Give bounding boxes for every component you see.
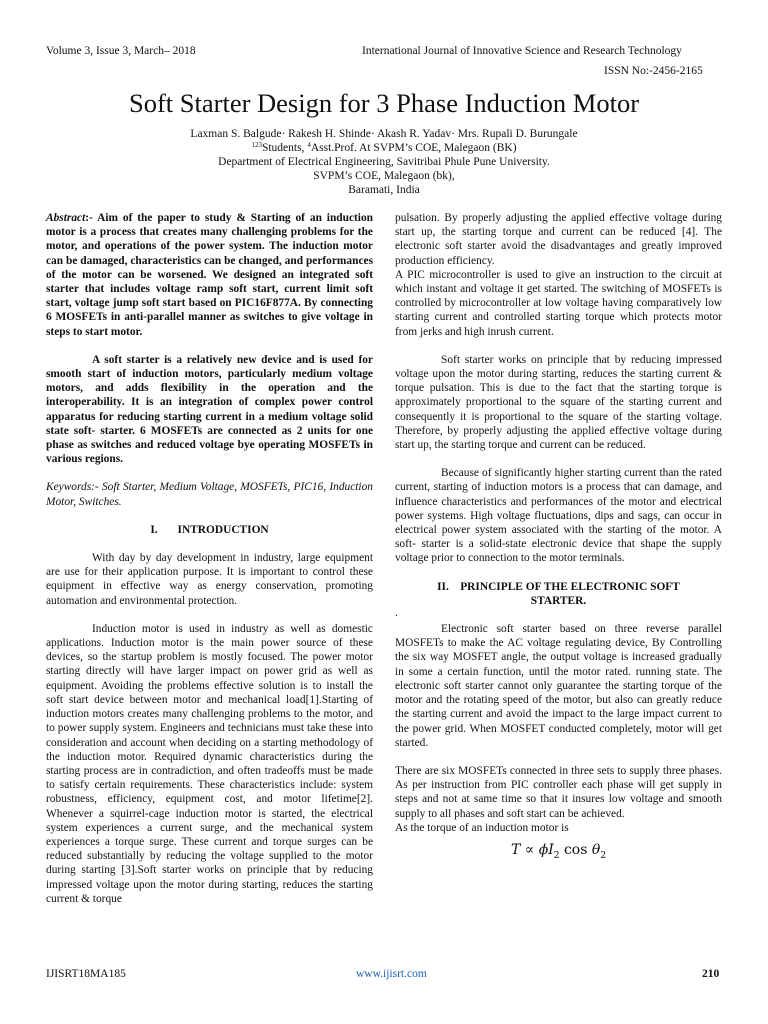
affiliation-sup-prof: 4 [307,141,311,149]
volume-info: Volume 3, Issue 3, March– 2018 [46,45,196,57]
right-column [395,211,722,863]
right-paragraph-4: Because of significantly higher starting current than the rated current, starting of induction motors is a process that can damage, and influence characteristics and performances of the motor and electrical power systems. High voltage fluctuations, dips and sags, can occur in electrical power system associated with the starting of the motor. A soft- starter is a solid-state electronic device that shape the supply voltage prior to connection to the motor terminals. [395,467,722,565]
eq-i: I [548,841,554,858]
keywords: Keywords:- Soft Starter, Medium Voltage, MOSFETs, PIC16, Induction Motor, Switches. [46,481,373,508]
right-paragraph-2: A PIC microcontroller is used to give an instruction to the circuit at which instant and voltage it get started. The switching of MOSFETs is controlled by microcontroller at low voltage having comparatively low starting current and controlled starting torque which protects motor from jerks and high inrush current. [395,268,722,338]
affiliation-students: Students, [261,142,308,154]
department: Department of Electrical Engineering, Savitribai Phule Pune University. [218,156,550,168]
principle-paragraph-2: There are six MOSFETs connected in three sets to supply three phases. As per instruction from PIC controller each phase will get supply in steps and not at same time so that it insures low voltage and smooth supply to all phases and soft start can be achieved. [395,764,722,820]
stray-dot: . [395,607,398,620]
left-column [46,211,373,906]
intro-paragraph-1: With day by day development in industry, large equipment are use for their application purpose. It is important to control these equipment in effective way as energy conservation, promoting automation and environmental protection. [46,552,373,607]
eq-phi: ϕ [538,841,549,858]
principle-paragraph-1: Electronic soft starter based on three reverse parallel MOSFETs to make the AC voltage regulating device, By Controlling the six way MOSFET angle, the output voltage is increased gradually in some a certain function, until the motor rated. running state. The electronic soft starter cannot only guarantee the starting torque of the motor and the rotating speed of the motor, but also can greatly reduce the starting current and avoid the impact to the large impact current to the power grid. When MOSFET conducted completely, motor will get started. [395,623,722,749]
city: Baramati, India [348,184,420,196]
intro-paragraph-2: Induction motor is used in industry as well as domestic applications. Induction motor is the main power source of these devices, so the startup problem is mostly focused. The power motor starting directly will have larger impact on power grid as well as equipment. Avoiding the problems effective solution is to install the soft start device between motor and mechanical load[1].Starting of induction motors creates many challenging problems to the motor, and to power supply system. Engineers and technicians must take these into consideration and account when deciding on a starting methodology of the induction motor. Required dynamic characteristics during the starting process are in contradiction, and often tradeoffs must be made to satisfy certain requirements. These characteristics include: system robustness, efficiency, equipment cost, and motor lifetime[2]. Whenever a squirrel-cage induction motor is started, the electrical system experiences a current surge, and the mechanical system experiences a torque surge. These current and torque surges can be reduced substantially by reducing the voltage supplied to the motor during starting [3].Soft starter works on principle that by reducing impressed voltage upon the motor during starting, reduces the starting current & torque [46,622,373,905]
eq-sub-2: 2 [600,850,607,861]
abstract-paragraph [46,211,373,339]
journal-name: International Journal of Innovative Science and Research Technology [362,45,682,57]
footer-website-link[interactable]: www.ijisrt.com [356,968,427,980]
affiliation-prof: Asst.Prof. At SVPM’s COE, Malegaon (BK) [310,142,517,154]
abstract-text-1: Aim of the paper to study & Starting of an induction motor is a process that creates many challenging problems for the motor, and operations of the power system. The induction motor can be damaged, characteristics can be changed, and performances of the motor can be worsened. We designed an integrated soft starter that includes voltage ramp soft start, current limit soft start, voltage jump soft start based on PIC16F877A. By connecting 6 MOSFETs in anti-parallel manner as switches to give voltage in steps to start motor. [46,212,374,338]
eq-theta: θ [591,841,601,858]
paper-title: Soft Starter Design for 3 Phase Induction Motor [128,88,640,118]
affiliation-sup-students: 123 [251,141,262,149]
college: SVPM’s COE, Malegaon (bk), [313,170,455,182]
abstract-text-2: A soft starter is a relatively new device and is used for smooth start of induction motors, particularly medium voltage motors, and adds flexibility in the operation and the interoperability. It is an integration of complex power control apparatus for reducing starting current in a medium voltage solid state soft- starter. 6 MOSFETs are connected as 2 units for one phase as switches and reduced voltage bye operating MOSFETs in various regions. [46,353,373,466]
right-paragraph-1: pulsation. By properly adjusting the applied effective voltage during start up, the starting torque and current can be reduced [4]. The electronic soft starter avoid the disadvantages and greatly improved production efficiency. [395,212,722,267]
author-names: Laxman S. Balgude· Rakesh H. Shinde· Akash R. Yadav· Mrs. Rupali D. Burungale [190,128,578,140]
footer-page-number: 210 [702,968,720,980]
eq-t: T [510,841,521,858]
section-heading-introduction: I. INTRODUCTION [150,523,269,536]
principle-paragraph-3: As the torque of an induction motor is [395,821,569,834]
abstract-sep: :- [85,212,98,224]
author-affiliation [0,141,768,156]
section-heading-principle: II. PRINCIPLE OF THE ELECTRONIC SOFT STARTER. [437,580,680,607]
eq-proportional: ∝ [524,841,535,858]
torque-equation [395,843,722,863]
abstract-label: Abstract [46,212,86,224]
issn: ISSN No:-2456-2165 [604,65,703,77]
eq-cos: cos [563,841,588,858]
right-paragraph-3: Soft starter works on principle that by reducing impressed voltage upon the motor during starting, reduces the starting current & torque pulsation. This is due to the fact that the starting torque is approximately proportional to the square of the starting current and consequently it is proportional to the square of the starting voltage. Therefore, by properly adjusting the applied effective voltage during start up, the starting torque and current can be reduced. [395,353,722,452]
eq-sub-1: 2 [553,850,560,861]
footer-paper-id: IJISRT18MA185 [46,968,126,980]
